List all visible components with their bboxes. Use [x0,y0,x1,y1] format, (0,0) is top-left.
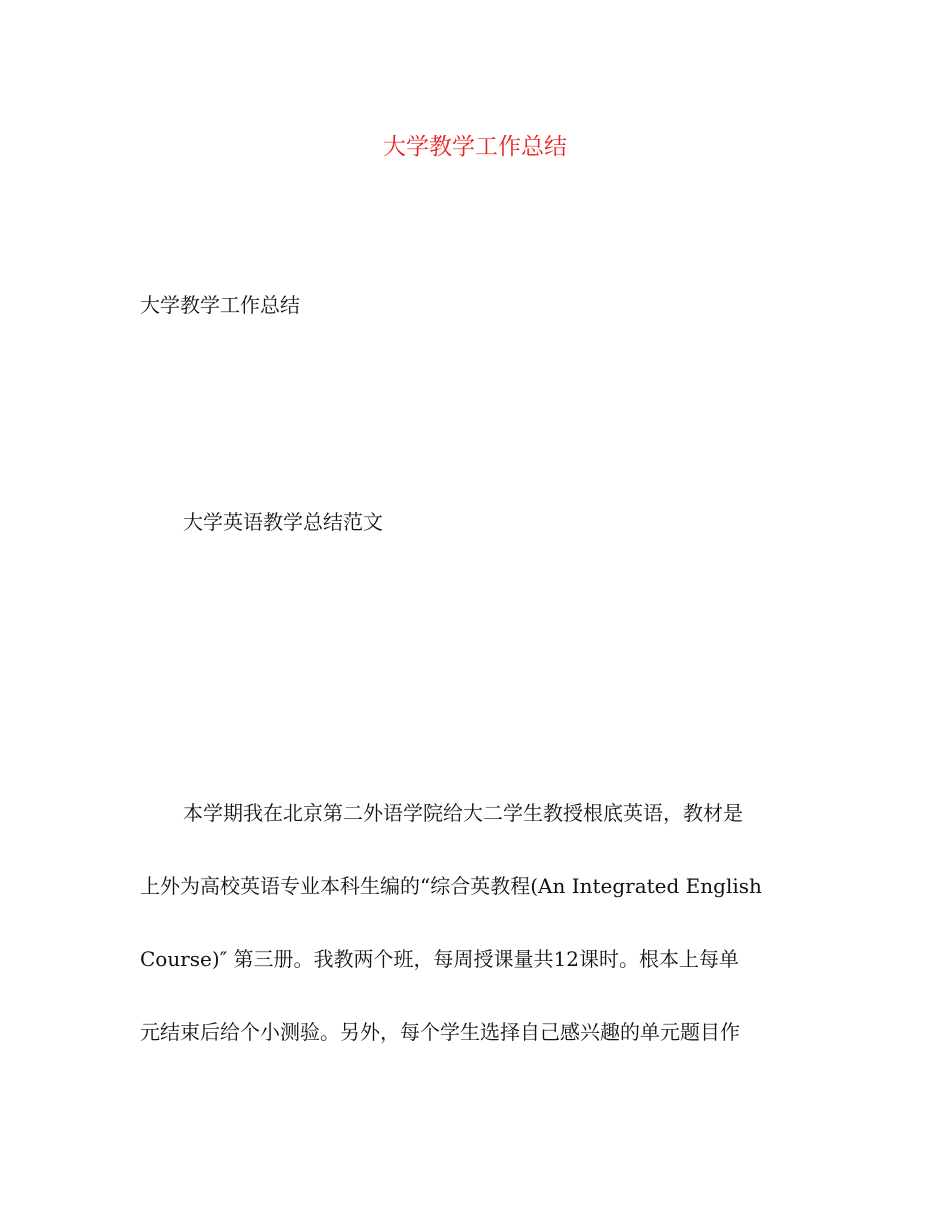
section-heading: 大学英语教学总结范文 [183,510,383,534]
paragraph-line: 上外为高校英语专业本科生编的“综合英教程(An Integrated English [140,874,762,898]
paragraph-line: 本学期我在北京第二外语学院给大二学生教授根底英语，教材是 [183,801,743,825]
paragraph-line: Course)″ 第三册。我教两个班，每周授课量共12课时。根本上每单 [140,947,739,971]
document-subtitle: 大学教学工作总结 [140,293,300,317]
paragraph-line: 元结束后给个小测验。另外，每个学生选择自己感兴趣的单元题目作 [140,1020,740,1044]
document-title: 大学教学工作总结 [383,134,567,160]
